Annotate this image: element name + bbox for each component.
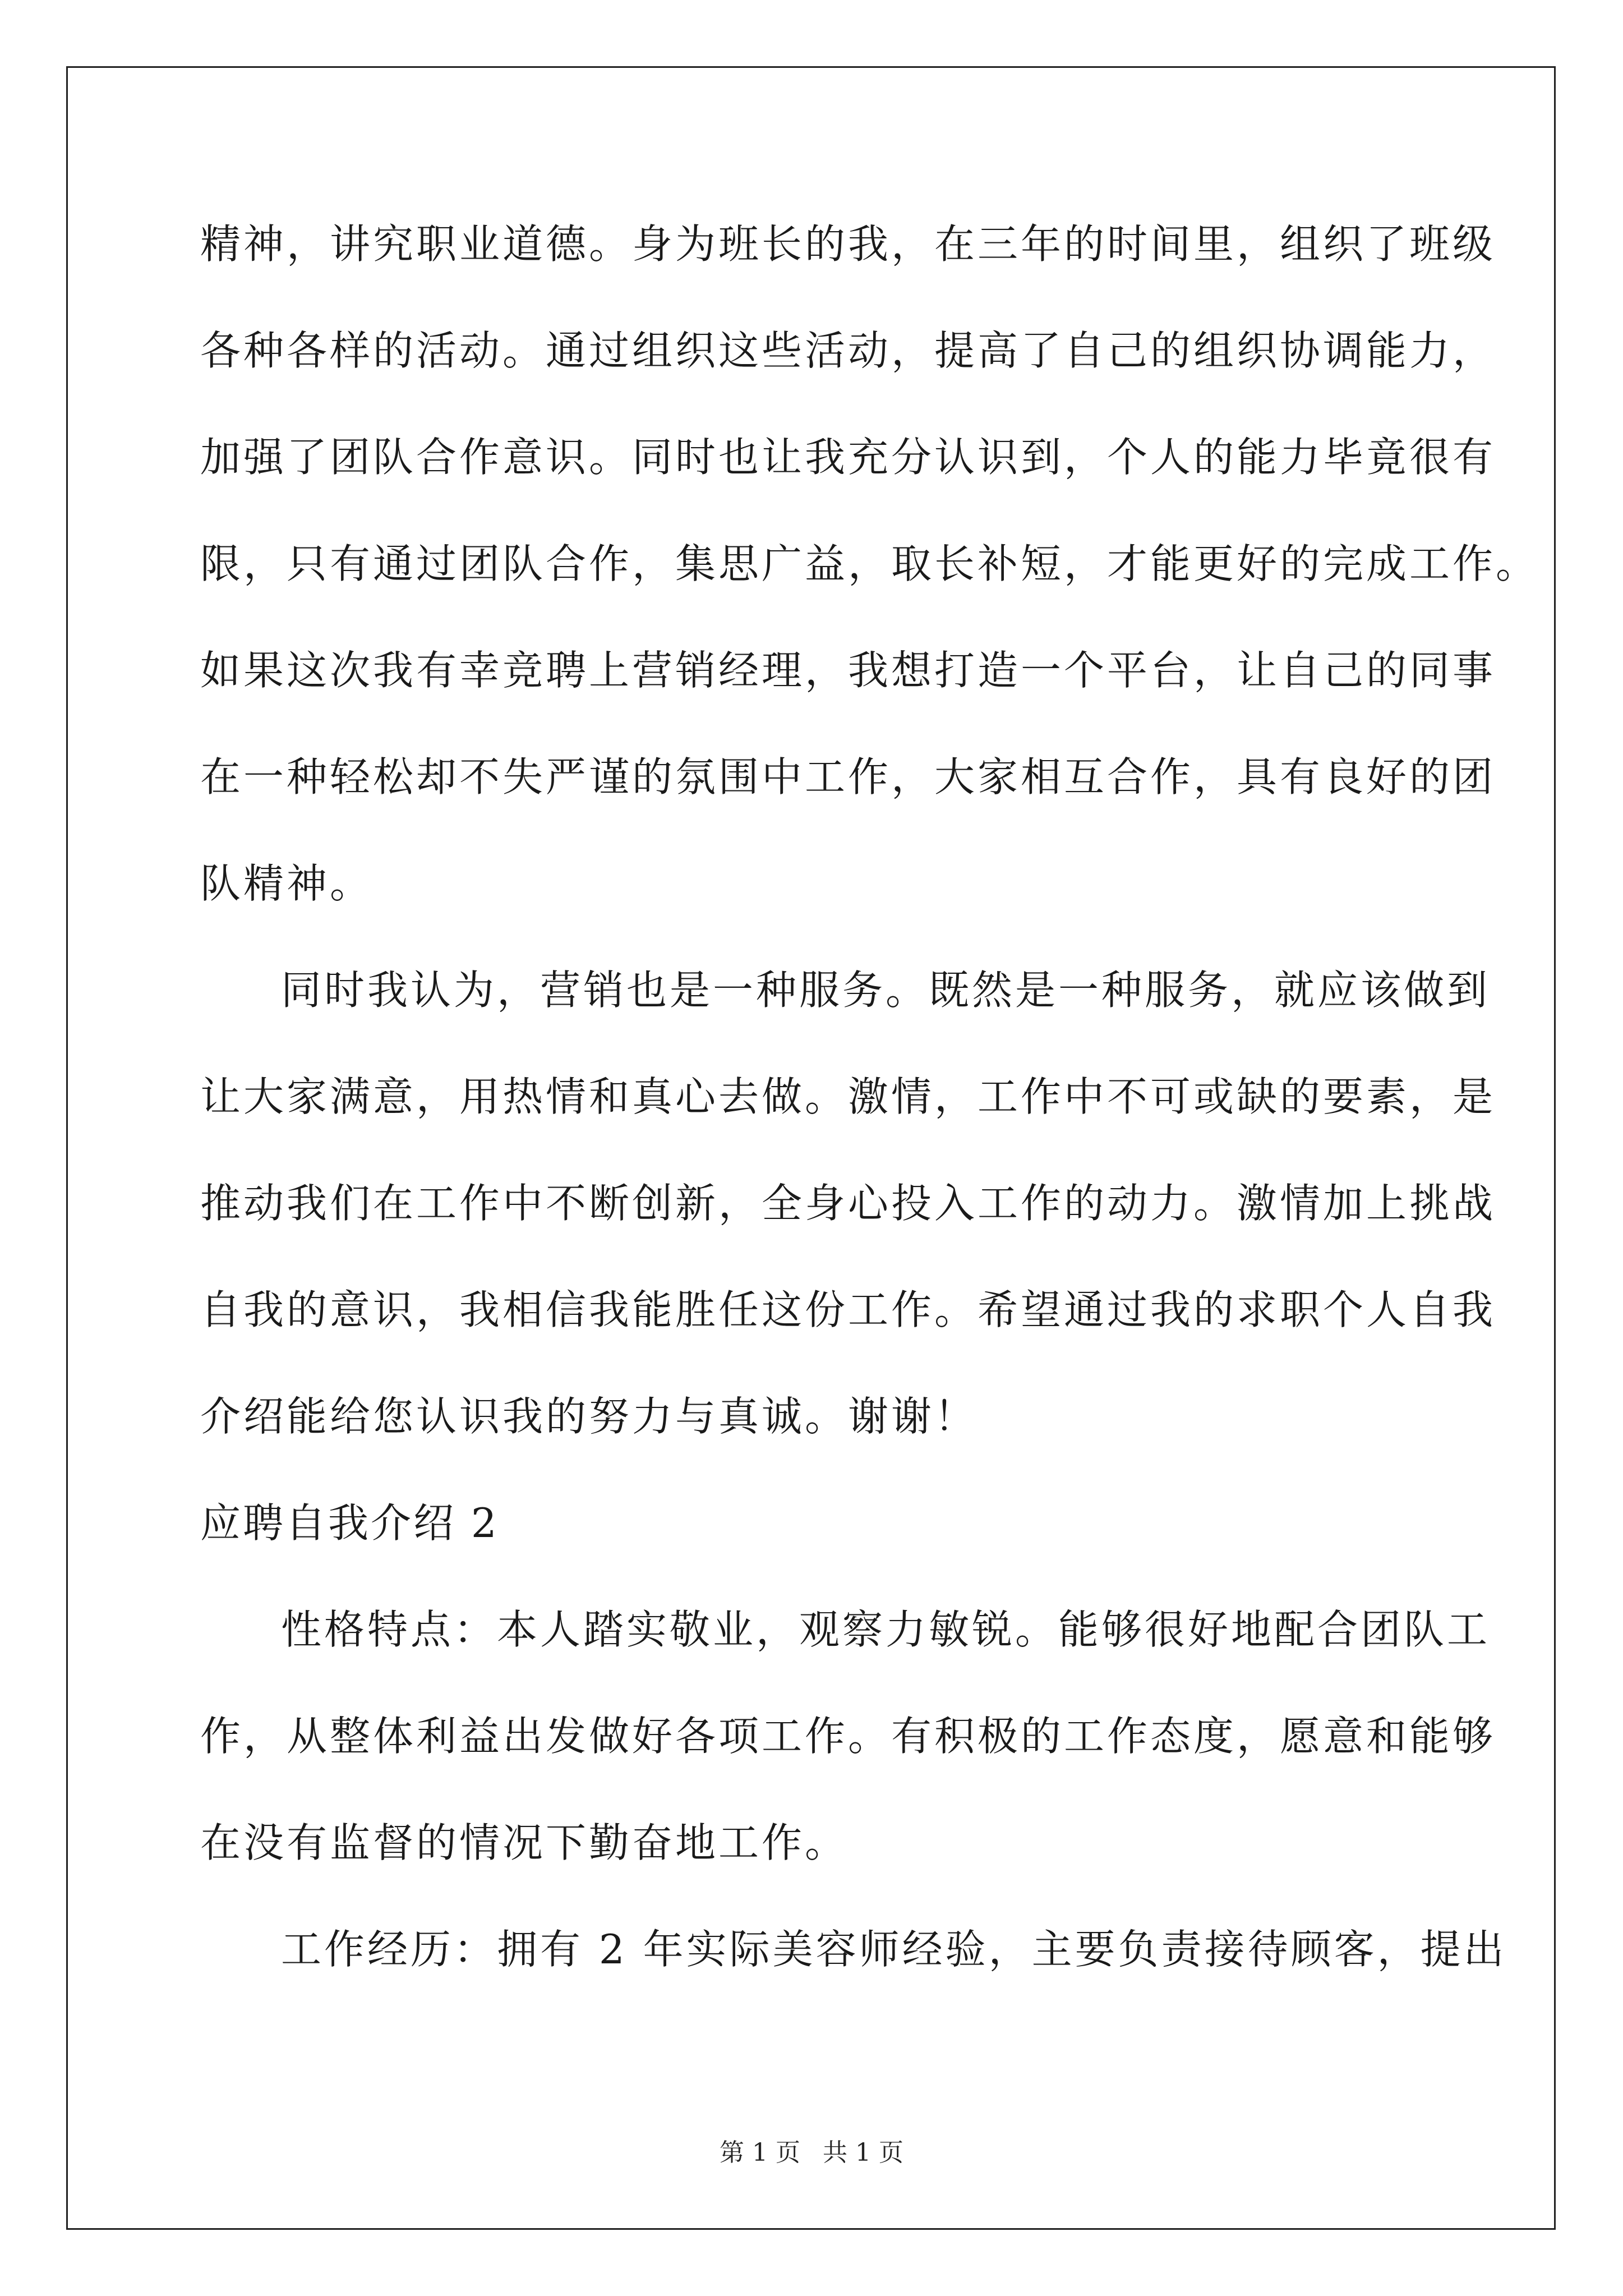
paragraph-line: 自我的意识，我相信我能胜任这份工作。希望通过我的求职个人自我	[200, 1286, 1496, 1333]
page-number: 第 1 页	[720, 2138, 800, 2167]
page-border	[66, 66, 1556, 2230]
paragraph-line: 工作经历：拥有 2 年实际美容师经验，主要负责接待顾客，提出	[281, 1926, 1507, 1973]
paragraph-line: 在一种轻松却不失严谨的氛围中工作，大家相互合作，具有良好的团	[200, 753, 1496, 800]
page-total: 共 1 页	[823, 2138, 903, 2167]
paragraph-line: 各种各样的活动。通过组织这些活动，提高了自己的组织协调能力，	[200, 327, 1496, 374]
paragraph-line: 精神，讲究职业道德。身为班长的我，在三年的时间里，组织了班级	[200, 220, 1496, 268]
paragraph-line: 让大家满意，用热情和真心去做。激情，工作中不可或缺的要素，是	[200, 1073, 1496, 1120]
paragraph-line: 作，从整体利益出发做好各项工作。有积极的工作态度，愿意和能够	[200, 1713, 1496, 1760]
paragraph-line: 推动我们在工作中不断创新，全身心投入工作的动力。激情加上挑战	[200, 1180, 1496, 1227]
paragraph-line: 在没有监督的情况下勤奋地工作。	[200, 1819, 849, 1866]
paragraph-line: 如果这次我有幸竞聘上营销经理，我想打造一个平台，让自己的同事	[200, 647, 1496, 694]
section-heading: 应聘自我介绍 2	[200, 1499, 499, 1547]
paragraph-line: 介绍能给您认识我的努力与真诚。谢谢！	[200, 1393, 978, 1440]
page-footer	[0, 2136, 1623, 2170]
paragraph-line: 性格特点：本人踏实敬业，观察力敏锐。能够很好地配合团队工	[281, 1606, 1491, 1653]
paragraph-line: 加强了团队合作意识。同时也让我充分认识到，个人的能力毕竟很有	[200, 434, 1496, 481]
paragraph-line: 同时我认为，营销也是一种服务。既然是一种服务，就应该做到	[281, 967, 1491, 1014]
paragraph-line: 队精神。	[200, 860, 374, 907]
paragraph-line: 限，只有通过团队合作，集思广益，取长补短，才能更好的完成工作。	[200, 540, 1539, 587]
